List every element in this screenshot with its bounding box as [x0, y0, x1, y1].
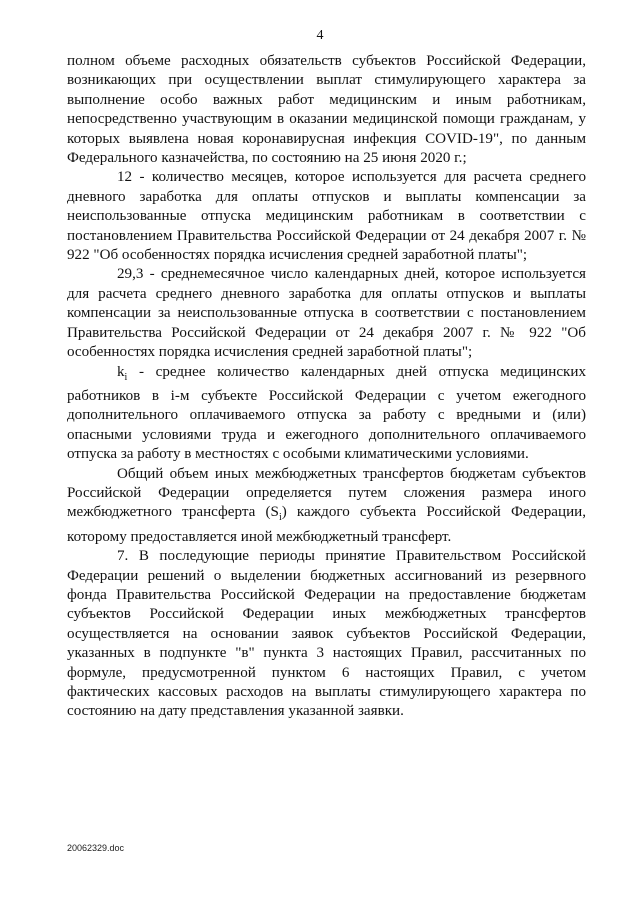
paragraph-days: 29,3 - среднемесячное число календарных дней, которое используется для расчета среднего дневного заработка для оплаты отпусков и выплаты компенсации за неиспользованные отпуска в соответствии с постановлением Правительства Российской Федерации от 24 декабря 2007 г. № 922 "Об особенностях порядка исчисления средней заработной платы";: [67, 266, 586, 361]
document-filename: 20062329.doc: [67, 843, 125, 853]
document-body: [67, 52, 586, 722]
page-number: 4: [316, 28, 324, 43]
paragraph-continuation: полном объеме расходных обязательств субъектов Российской Федерации, возникающих при осуществлении выплат стимулирующего характера за выполнение особо важных работ медицинским и иным работникам, непосредственно участвующим в оказании медицинской помощи гражданам, у которых выявлена новая коронавирусная инфекция COVID-19", по данным Федерального казначейства, по состоянию на 25 июня 2020 г.;: [67, 53, 586, 167]
total-volume-text-start: Общий объем иных межбюджетных трансфертов бюджетам субъектов Российской Федерации определяется путем сложения размера иного межбюджетного трансферта (S: [67, 465, 586, 521]
paragraph-total-volume: [67, 465, 586, 548]
si-subscript: i: [278, 512, 282, 524]
paragraph-ki: [67, 363, 586, 465]
total-volume-text-end: ) каждого субъекта Российской Федерации, которому предоставляется иной межбюджетный трансферт.: [67, 504, 586, 545]
ki-definition: - среднее количество календарных дней отпуска медицинских работников в i-м субъекте Российской Федерации с учетом ежегодного дополнительного оплачиваемого отпуска за работу с вредными и (или) опасными условиями труда и ежегодного дополнительного оплачиваемого отпуска за работу в местностях с особыми климатическими условиями.: [67, 363, 586, 463]
ki-symbol: k: [117, 363, 125, 380]
ki-subscript: i: [124, 371, 128, 383]
paragraph-months: 12 - количество месяцев, которое используется для расчета среднего дневного заработка для оплаты отпусков и выплаты компенсации за неиспользованные отпуска медицинским работникам в соответствии с постановлением Правительства Российской Федерации от 24 декабря 2007 г. № 922 "Об особенностях порядка исчисления средней заработной платы";: [67, 169, 586, 264]
paragraph-item-7: 7. В последующие периоды принятие Правительством Российской Федерации решений о выделении бюджетных ассигнований из резервного фонда Правительства Российской Федерации на предоставление бюджетам субъектов Российской Федерации иных межбюджетных трансфертов осуществляется на основании заявок субъектов Российской Федерации, указанных в подпункте "в" пункта 3 настоящих Правил, рассчитанных по формуле, предусмотренной пунктом 6 настоящих Правил, с учетом фактических кассовых расходов на выплаты стимулирующего характера по состоянию на дату представления указанной заявки.: [67, 548, 586, 720]
